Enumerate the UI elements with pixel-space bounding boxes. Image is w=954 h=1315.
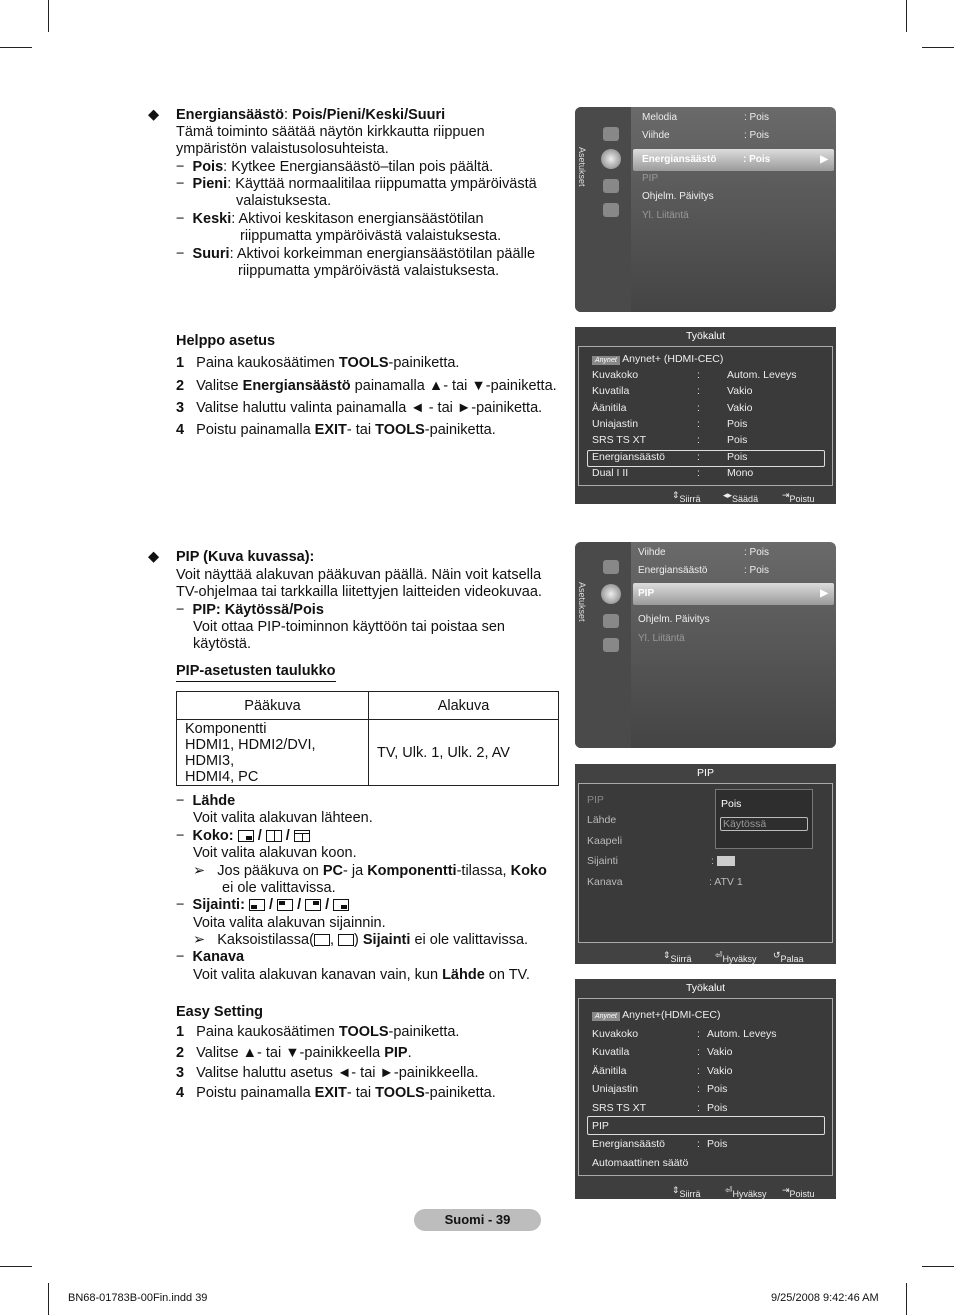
option-keski: − Keski: Aktivoi keskitason energiansäästötilan — [176, 211, 484, 227]
koko-note-cont: ei ole valittavissa. — [222, 880, 336, 896]
tools-menu-screenshot — [575, 979, 836, 1199]
tools-body — [578, 998, 833, 1176]
size-large-icon — [238, 830, 254, 842]
pip-onoff-desc: käytöstä. — [193, 636, 252, 652]
pip-menu-screenshot — [575, 764, 836, 964]
support-icon — [603, 203, 619, 217]
option-pieni-cont: valaistuksesta. — [236, 193, 332, 209]
tools-row-value: Autom. Leveys — [707, 1028, 777, 1040]
option-pieni: − Pieni: Käyttää normaalitilaa riippumatta ympäröivästä — [176, 176, 537, 192]
kanava-row[interactable]: Kanava — [587, 876, 623, 888]
pip-desc: TV-ohjelmaa tai tarkkailla liitettyjen laitteiden videokuvaa. — [176, 584, 542, 600]
menu-vertical-label: Asetukset — [577, 147, 587, 187]
menu-item-melodia[interactable]: Melodia — [642, 112, 678, 123]
crop-mark — [906, 1283, 907, 1315]
tools-row-value: Pois — [707, 1101, 728, 1114]
pip-row[interactable]: PIP — [587, 794, 604, 806]
pip-onoff: − PIP: Käytössä/Pois — [176, 602, 324, 618]
tools-row-value: Pois — [727, 450, 748, 463]
sijainti-item: − Sijainti: / / / — [176, 897, 349, 914]
step-1: 1 Paina kaukosäätimen TOOLS-painiketta. — [176, 1024, 460, 1040]
tools-footer: ⇕ Siirrä ◂▸ Säädä ⇥ Poistu — [672, 490, 815, 504]
crop-mark — [48, 0, 49, 32]
tools-row-label[interactable]: Kuvatila — [592, 1046, 630, 1059]
tools-row-value: Pois — [707, 1083, 728, 1096]
tools-row-label[interactable]: PIP — [592, 1120, 609, 1132]
step-2: 2 Valitse Energiansäästö painamalla ▲- tai ▼-painiketta. — [176, 378, 557, 394]
sijainti-row[interactable]: Sijainti — [587, 855, 618, 867]
tools-row-colon: : — [697, 466, 700, 479]
crop-mark — [922, 1266, 954, 1267]
easy-setting-title: Helppo asetus — [176, 333, 276, 349]
crop-mark — [906, 0, 907, 32]
menu-value: : Pois — [744, 130, 770, 141]
setup-gear-icon — [601, 149, 621, 169]
dropdown-option-pois[interactable]: Pois — [721, 798, 742, 810]
setup-menu-screenshot — [575, 107, 836, 312]
tools-row-colon: : — [697, 1064, 700, 1077]
tools-row-label[interactable]: SRS TS XT — [592, 1101, 647, 1114]
position-icon — [277, 899, 293, 911]
picture-icon — [603, 560, 619, 574]
menu-item-ohjelm[interactable]: Ohjelm. Päivitys — [638, 614, 710, 625]
kanava-item: − Kanava — [176, 949, 245, 965]
size-dual2-icon — [294, 830, 310, 842]
table-header-paakuva: Pääkuva — [177, 692, 369, 720]
print-timestamp: 9/25/2008 9:42:46 AM — [771, 1292, 879, 1304]
tools-row-colon: : — [697, 450, 700, 463]
tools-row-label[interactable]: SRS TS XT — [592, 434, 647, 447]
tools-row-value: Pois — [727, 434, 748, 447]
crop-mark — [922, 47, 954, 48]
menu-item-pip-selected[interactable]: PIP ▶ — [633, 583, 834, 605]
table-cell-main: Komponentti HDMI1, HDMI2/DVI, HDMI3, HDMI4, PC — [177, 720, 369, 786]
energy-desc: Tämä toiminto säätää näytön kirkkautta riippuen — [176, 124, 485, 140]
tools-row-label[interactable]: Uniajastin — [592, 417, 639, 430]
kanava-desc: Voit valita alakuvan kanavan vain, kun Lähde on TV. — [193, 967, 530, 983]
tools-row-label[interactable]: Kuvatila — [592, 385, 630, 398]
selection-box — [587, 1116, 825, 1135]
tools-row-label[interactable]: Energiansäästö — [592, 1138, 665, 1151]
option-keski-cont: riippumatta ympäröivästä valaistuksesta. — [240, 228, 502, 244]
anynet-logo: Anynet — [592, 1012, 620, 1021]
option-pois: − Pois: Kytkee Energiansäästö–tilan pois päältä. — [176, 159, 494, 175]
lahde-row[interactable]: Lähde — [587, 814, 617, 826]
crop-mark — [0, 1266, 32, 1267]
crop-mark — [0, 47, 32, 48]
menu-item-energiansaasto-selected[interactable]: Energiansäästö : Pois ▶ — [633, 149, 834, 171]
energy-desc: ympäristön valaistusolosuhteista. — [176, 141, 389, 157]
tools-row-label[interactable]: Kuvakoko — [592, 369, 639, 381]
pip-menu-footer: ⇕ Siirrä ⏎ Hyväksy ↺ Palaa — [663, 950, 804, 964]
menu-item-yl[interactable]: Yl. Liitäntä — [638, 633, 685, 644]
tools-row-colon: : — [697, 1083, 700, 1096]
pip-dropdown[interactable] — [715, 789, 813, 849]
picture-icon — [603, 127, 619, 141]
step-3: 3 Valitse haluttu valinta painamalla ◄ - tai ►-painiketta. — [176, 400, 543, 416]
menu-item-viihde[interactable]: Viihde — [638, 547, 666, 558]
koko-desc: Voit valita alakuvan koon. — [193, 845, 357, 861]
tools-row-value: Mono — [727, 466, 754, 479]
step-4: 4 Poistu painamalla EXIT- tai TOOLS-painiketta. — [176, 422, 496, 438]
bullet-diamond: ◆ — [148, 549, 160, 565]
menu-value: : Pois — [744, 112, 770, 123]
tools-footer: ⇕ Siirrä ⏎ Hyväksy ⇥ Poistu — [672, 1185, 815, 1199]
menu-item-pip[interactable]: PIP — [642, 173, 659, 184]
sijainti-desc: Voita valita alakuvan sijainnin. — [193, 915, 386, 931]
tools-row-value: Vakio — [707, 1064, 733, 1077]
table-cell-sub: TV, Ulk. 1, Ulk. 2, AV — [369, 720, 559, 786]
tools-row-label[interactable]: Äänitila — [592, 1064, 627, 1077]
lahde-desc: Voit valita alakuvan lähteen. — [193, 810, 373, 826]
tools-row-value: Autom. Leveys — [727, 369, 797, 381]
anynet-logo: Anynet — [592, 356, 620, 365]
menu-item-viihde[interactable]: Viihde — [642, 130, 670, 141]
menu-value: : Pois — [744, 565, 770, 576]
position-icon — [333, 899, 349, 911]
koko-note: ➢ Jos pääkuva on PC- ja Komponentti-tilassa, Koko — [193, 863, 547, 879]
step-1: 1 Paina kaukosäätimen TOOLS-painiketta. — [176, 355, 460, 371]
menu-item-ohjelm[interactable]: Ohjelm. Päivitys — [642, 191, 714, 202]
tools-row-value: Pois — [707, 1138, 728, 1151]
tools-row-colon: : — [697, 369, 700, 381]
tools-row-colon: : — [697, 1138, 700, 1151]
position-icon — [249, 899, 265, 911]
sijainti-note: ➢ Kaksoistilassa( , ) Sijainti ei ole valittavissa. — [193, 932, 529, 948]
tools-row-label[interactable]: Äänitila — [592, 401, 627, 414]
kaapeli-row[interactable]: Kaapeli — [587, 835, 623, 847]
tools-body — [578, 346, 833, 486]
menu-value: : Pois — [744, 547, 770, 558]
section-title-energy: Energiansäästö: Pois/Pieni/Keski/Suuri — [176, 107, 446, 123]
menu-item-yl[interactable]: Yl. Liitäntä — [642, 210, 689, 221]
tools-row-colon: : — [697, 401, 700, 414]
tools-row-label[interactable]: Energiansäästö — [592, 450, 665, 463]
pip-desc: Voit näyttää alakuvan pääkuvan päällä. Näin voit katsella — [176, 567, 542, 583]
koko-item: − Koko: / / — [176, 828, 310, 845]
arrow-right-icon: ▶ — [820, 588, 828, 599]
tools-row-label[interactable]: Uniajastin — [592, 1083, 639, 1096]
arrow-right-icon: ▶ — [820, 154, 828, 165]
lahde-item: − Lähde — [176, 793, 236, 809]
menu-vertical-label: Asetukset — [577, 582, 587, 622]
input-icon — [603, 179, 619, 193]
pip-menu-body — [578, 783, 833, 943]
position-icon — [305, 899, 321, 911]
tools-row-colon: : — [697, 434, 700, 447]
tools-row-value: Vakio — [727, 385, 753, 398]
tools-row-colon: : — [697, 1046, 700, 1059]
tools-row-label[interactable]: Kuvakoko — [592, 1028, 639, 1040]
tools-row-value: Pois — [727, 417, 748, 430]
step-4: 4 Poistu painamalla EXIT- tai TOOLS-painiketta. — [176, 1085, 496, 1101]
pip-menu-title: PIP — [697, 767, 714, 779]
tools-title: Työkalut — [685, 330, 726, 342]
bullet-diamond: ◆ — [148, 107, 160, 123]
tools-row-label[interactable]: Automaattinen säätö — [592, 1156, 689, 1169]
setup-menu-screenshot — [575, 542, 836, 748]
step-3: 3 Valitse haluttu asetus ◄- tai ►-painikkeella. — [176, 1065, 479, 1081]
table-header-alakuva: Alakuva — [369, 692, 559, 720]
anynet-row[interactable]: Anynet Anynet+ (HDMI-CEC) — [592, 353, 723, 365]
menu-item-energiansaasto[interactable]: Energiansäästö — [638, 565, 708, 576]
tools-menu-screenshot — [575, 327, 836, 504]
support-icon — [603, 638, 619, 652]
tools-row-colon: : — [697, 385, 700, 398]
tools-row-value: Vakio — [707, 1046, 733, 1059]
input-icon — [603, 614, 619, 628]
pip-table-title: PIP-asetusten taulukko — [176, 663, 336, 682]
pip-onoff-desc: Voit ottaa PIP-toiminnon käyttöön tai poistaa sen — [193, 619, 505, 635]
tools-row-value: Vakio — [727, 401, 753, 414]
option-suuri: − Suuri: Aktivoi korkeimman energiansäästötilan päälle — [176, 246, 536, 262]
anynet-row[interactable]: Anynet Anynet+(HDMI-CEC) — [592, 1009, 720, 1021]
kanava-value: : ATV 1 — [709, 876, 743, 888]
tools-row-colon: : — [697, 1028, 700, 1040]
easy-setting-title: Easy Setting — [176, 1004, 264, 1020]
size-dual-icon — [266, 830, 282, 842]
file-info: BN68-01783B-00Fin.indd 39 — [68, 1292, 208, 1304]
option-suuri-cont: riippumatta ympäröivästä valaistuksesta. — [238, 263, 500, 279]
crop-mark — [48, 1283, 49, 1315]
section-title-pip: PIP (Kuva kuvassa): — [176, 549, 315, 565]
dropdown-option-kaytossa[interactable]: Käytössä — [720, 817, 808, 831]
tools-row-label[interactable]: Dual I II — [592, 466, 629, 479]
setup-gear-icon — [601, 584, 621, 604]
dual-mode-icon — [314, 934, 330, 946]
tools-title: Työkalut — [685, 982, 726, 994]
page-number-badge: Suomi - 39 — [414, 1209, 541, 1231]
tools-row-colon: : — [697, 1101, 700, 1114]
selection-box — [587, 450, 825, 467]
dual-mode-icon — [338, 934, 354, 946]
pip-table — [176, 691, 559, 786]
tools-row-colon: : — [697, 417, 700, 430]
step-2: 2 Valitse ▲- tai ▼-painikkeella PIP. — [176, 1045, 412, 1061]
sijainti-value: : — [711, 855, 735, 867]
